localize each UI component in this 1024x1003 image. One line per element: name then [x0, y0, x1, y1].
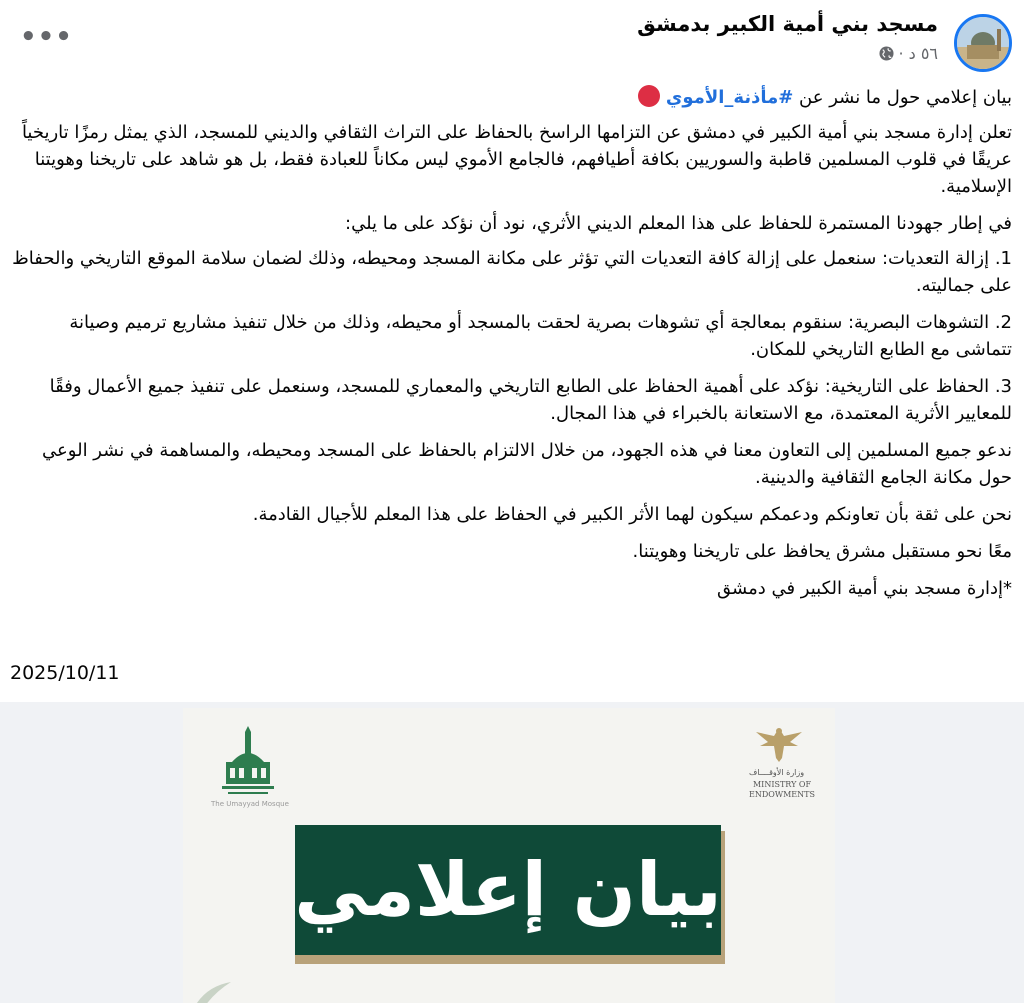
post-time[interactable]: ٥٦ د	[908, 44, 938, 63]
post-title	[12, 84, 1012, 111]
meta-separator: ·	[898, 44, 904, 63]
palm-leaf-decoration-icon	[193, 978, 233, 1003]
post-date: 2025/10/11	[10, 662, 120, 684]
hashtag-link[interactable]: #مأذنة_الأموي	[665, 87, 794, 108]
ministry-eagle-emblem-icon	[746, 724, 812, 764]
paragraph-lead: في إطار جهودنا المستمرة للحفاظ على هذا المعلم الديني الأثري، نود أن نؤكد على ما يلي:	[345, 213, 1012, 234]
paragraph-together: معًا نحو مستقبل مشرق يحافظ على تاريخنا وهويتنا.	[632, 541, 1012, 562]
post-image[interactable]	[0, 702, 1024, 1003]
more-horizontal-icon: •••	[20, 22, 73, 52]
post-meta	[879, 44, 939, 63]
mosque-avatar-icon	[957, 17, 1009, 69]
paragraph-point-1: 1. إزالة التعديات: سنعمل على إزالة كافة التعديات التي تؤثر على مكانة المسجد ومحيطه، وذلك لضمان سلامة الموقع التاريخي والحفاظ على جماليته.	[12, 248, 1012, 296]
red-circle-icon	[638, 85, 660, 107]
paragraph-intro: تعلن إدارة مسجد بني أمية الكبير في دمشق عن التزامها الراسخ بالحفاظ على التراث الثقافي والديني للمسجد، الذي يمثل رمزًا تاريخياً عريقًا في قلوب المسلمين قاطبة والسوريين بكافة أطيافهم، فالجامع الأموي ليس مكاناً للعبادة فقط، بل هو شاهد على تاريخنا وهويتنا الإسلامية.	[21, 122, 1012, 197]
post-body	[12, 84, 1012, 612]
page-avatar[interactable]	[954, 14, 1012, 72]
banner-title: بيان إعلامي	[294, 847, 722, 933]
post-header	[0, 0, 1024, 84]
paragraph-confidence: نحن على ثقة بأن تعاونكم ودعمكم سيكون لهما الأثر الكبير في الحفاظ على هذا المعلم للأجيال القادمة.	[252, 504, 1012, 525]
announcement-banner	[295, 825, 721, 955]
ministry-name-english: MINISTRY OF ENDOWMENTS	[749, 780, 815, 799]
mosque-logo-caption: The Umayyad Mosque	[211, 800, 289, 808]
ministry-name-arabic: وزارة الأوقــــاف	[749, 768, 805, 777]
globe-icon[interactable]	[879, 46, 894, 61]
post-title-text: بيان إعلامي حول ما نشر عن	[799, 87, 1012, 108]
umayyad-mosque-logo-icon	[218, 726, 278, 801]
page-name[interactable]: مسجد بني أمية الكبير بدمشق	[637, 12, 938, 36]
announcement-card	[183, 708, 835, 1003]
paragraph-call: ندعو جميع المسلمين إلى التعاون معنا في هذه الجهود، من خلال الالتزام بالحفاظ على المسجد ومحيطه، والمساهمة في نشر الوعي حول مكانة الجامع الثقافية والدينية.	[42, 440, 1012, 488]
paragraph-signature: *إدارة مسجد بني أمية الكبير في دمشق	[717, 578, 1012, 599]
paragraph-point-2: 2. التشوهات البصرية: سنقوم بمعالجة أي تشوهات بصرية لحقت بالمسجد أو محيطه، وذلك من خلال تنفيذ مشاريع ترميم وصيانة تتماشى مع الطابع التاريخي للمكان.	[69, 312, 1012, 360]
paragraph-point-3: 3. الحفاظ على التاريخية: نؤكد على أهمية الحفاظ على الطابع التاريخي والمعماري للمسجد، وسنعمل على تنفيذ جميع الأعمال وفقًا للمعايير الأثرية المعتمدة، مع الاستعانة بالخبراء في هذا المجال.	[49, 376, 1012, 424]
more-options-button[interactable]	[20, 24, 73, 50]
